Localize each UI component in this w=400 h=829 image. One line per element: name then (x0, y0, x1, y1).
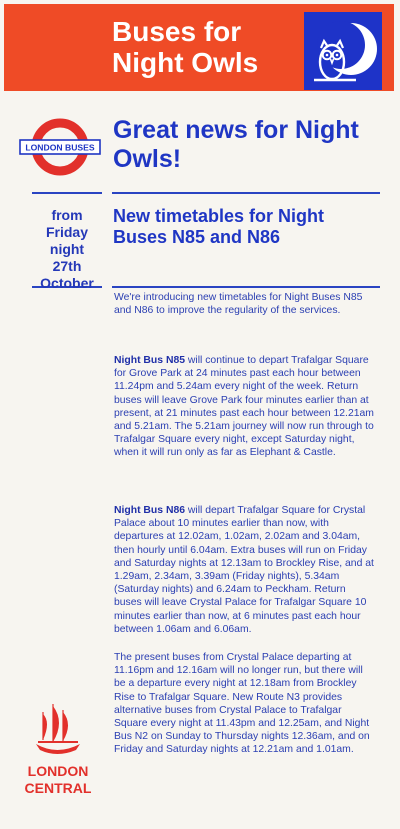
divider-top-left (32, 192, 102, 194)
n86-text: will depart Trafalgar Square for Crystal Palace about 10 minutes earlier than now, with departures at 12.02am, 1.02am, 2.02am and 3.04am, then hourly until 6.04am. Extra buses will run on Friday and Saturday nights at 12.13am to Brockley Rise, and at 1.29am, 2.34am, 3.39am (Friday nights), 5.34am (Saturday nights) and 6.24am to Peckham. Return buses will leave Crystal Palace for Trafalgar Square 10 minutes earlier than now, at 6 minutes past each hour between 1.06am and 6.06am. (114, 505, 374, 635)
divider-top-right (112, 192, 380, 194)
intro-paragraph: We're introducing new timetables for Night Buses N85 and N86 to improve the regularity of the services. (114, 292, 363, 317)
owl-moon-icon (304, 12, 382, 90)
london-central-logo (16, 763, 100, 797)
n86-paragraph (114, 504, 376, 636)
headline: Great news for Night Owls! (113, 116, 359, 173)
london-buses-logo-text: LONDON BUSES (25, 142, 95, 153)
header-title-line1: Buses for (112, 16, 242, 47)
divider-mid-right (112, 286, 380, 288)
n85-paragraph (114, 354, 376, 460)
n85-lead: Night Bus N85 (114, 355, 186, 366)
sailing-ship-icon (30, 700, 84, 758)
header-title (112, 16, 312, 78)
n85-text: will continue to depart Trafalgar Square for Grove Park at 24 minutes past each hour between 11.24pm and 5.24am every night of the week. Return buses will leave Grove Park four minutes earlier than at present, at 21 minutes past each hour between 12.21am and 5.21am. The 5.21am journey will now run through to Trafalgar Square every night, except Saturday night, when it will run only as far as Elephant & Castle. (114, 355, 374, 459)
n86-lead: Night Bus N86 (114, 505, 186, 516)
london-central-line1: LONDON (27, 763, 89, 779)
subheadline: New timetables for Night Buses N85 and N86 (113, 206, 325, 247)
header-banner (4, 4, 394, 91)
header-title-line2: Night Owls (112, 47, 259, 78)
side-date: from Friday night 27th October (40, 207, 94, 291)
london-central-line2: CENTRAL (24, 780, 92, 796)
present-paragraph: The present buses from Crystal Palace departing at 11.16pm and 12.16am will no longer run, but there will be a departure every night at 12.18am from Brockley Rise to Trafalgar Square. New Route N3 provides alternative buses from Crystal Palace to Trafalgar Square every night at 11.43pm and 12.25am, and Night Bus N2 on Sunday to Thursday nights 12.36am, and on Friday and Saturday nights at 12.21am and 1.01am. (114, 652, 370, 756)
london-buses-roundel-icon (18, 116, 102, 178)
